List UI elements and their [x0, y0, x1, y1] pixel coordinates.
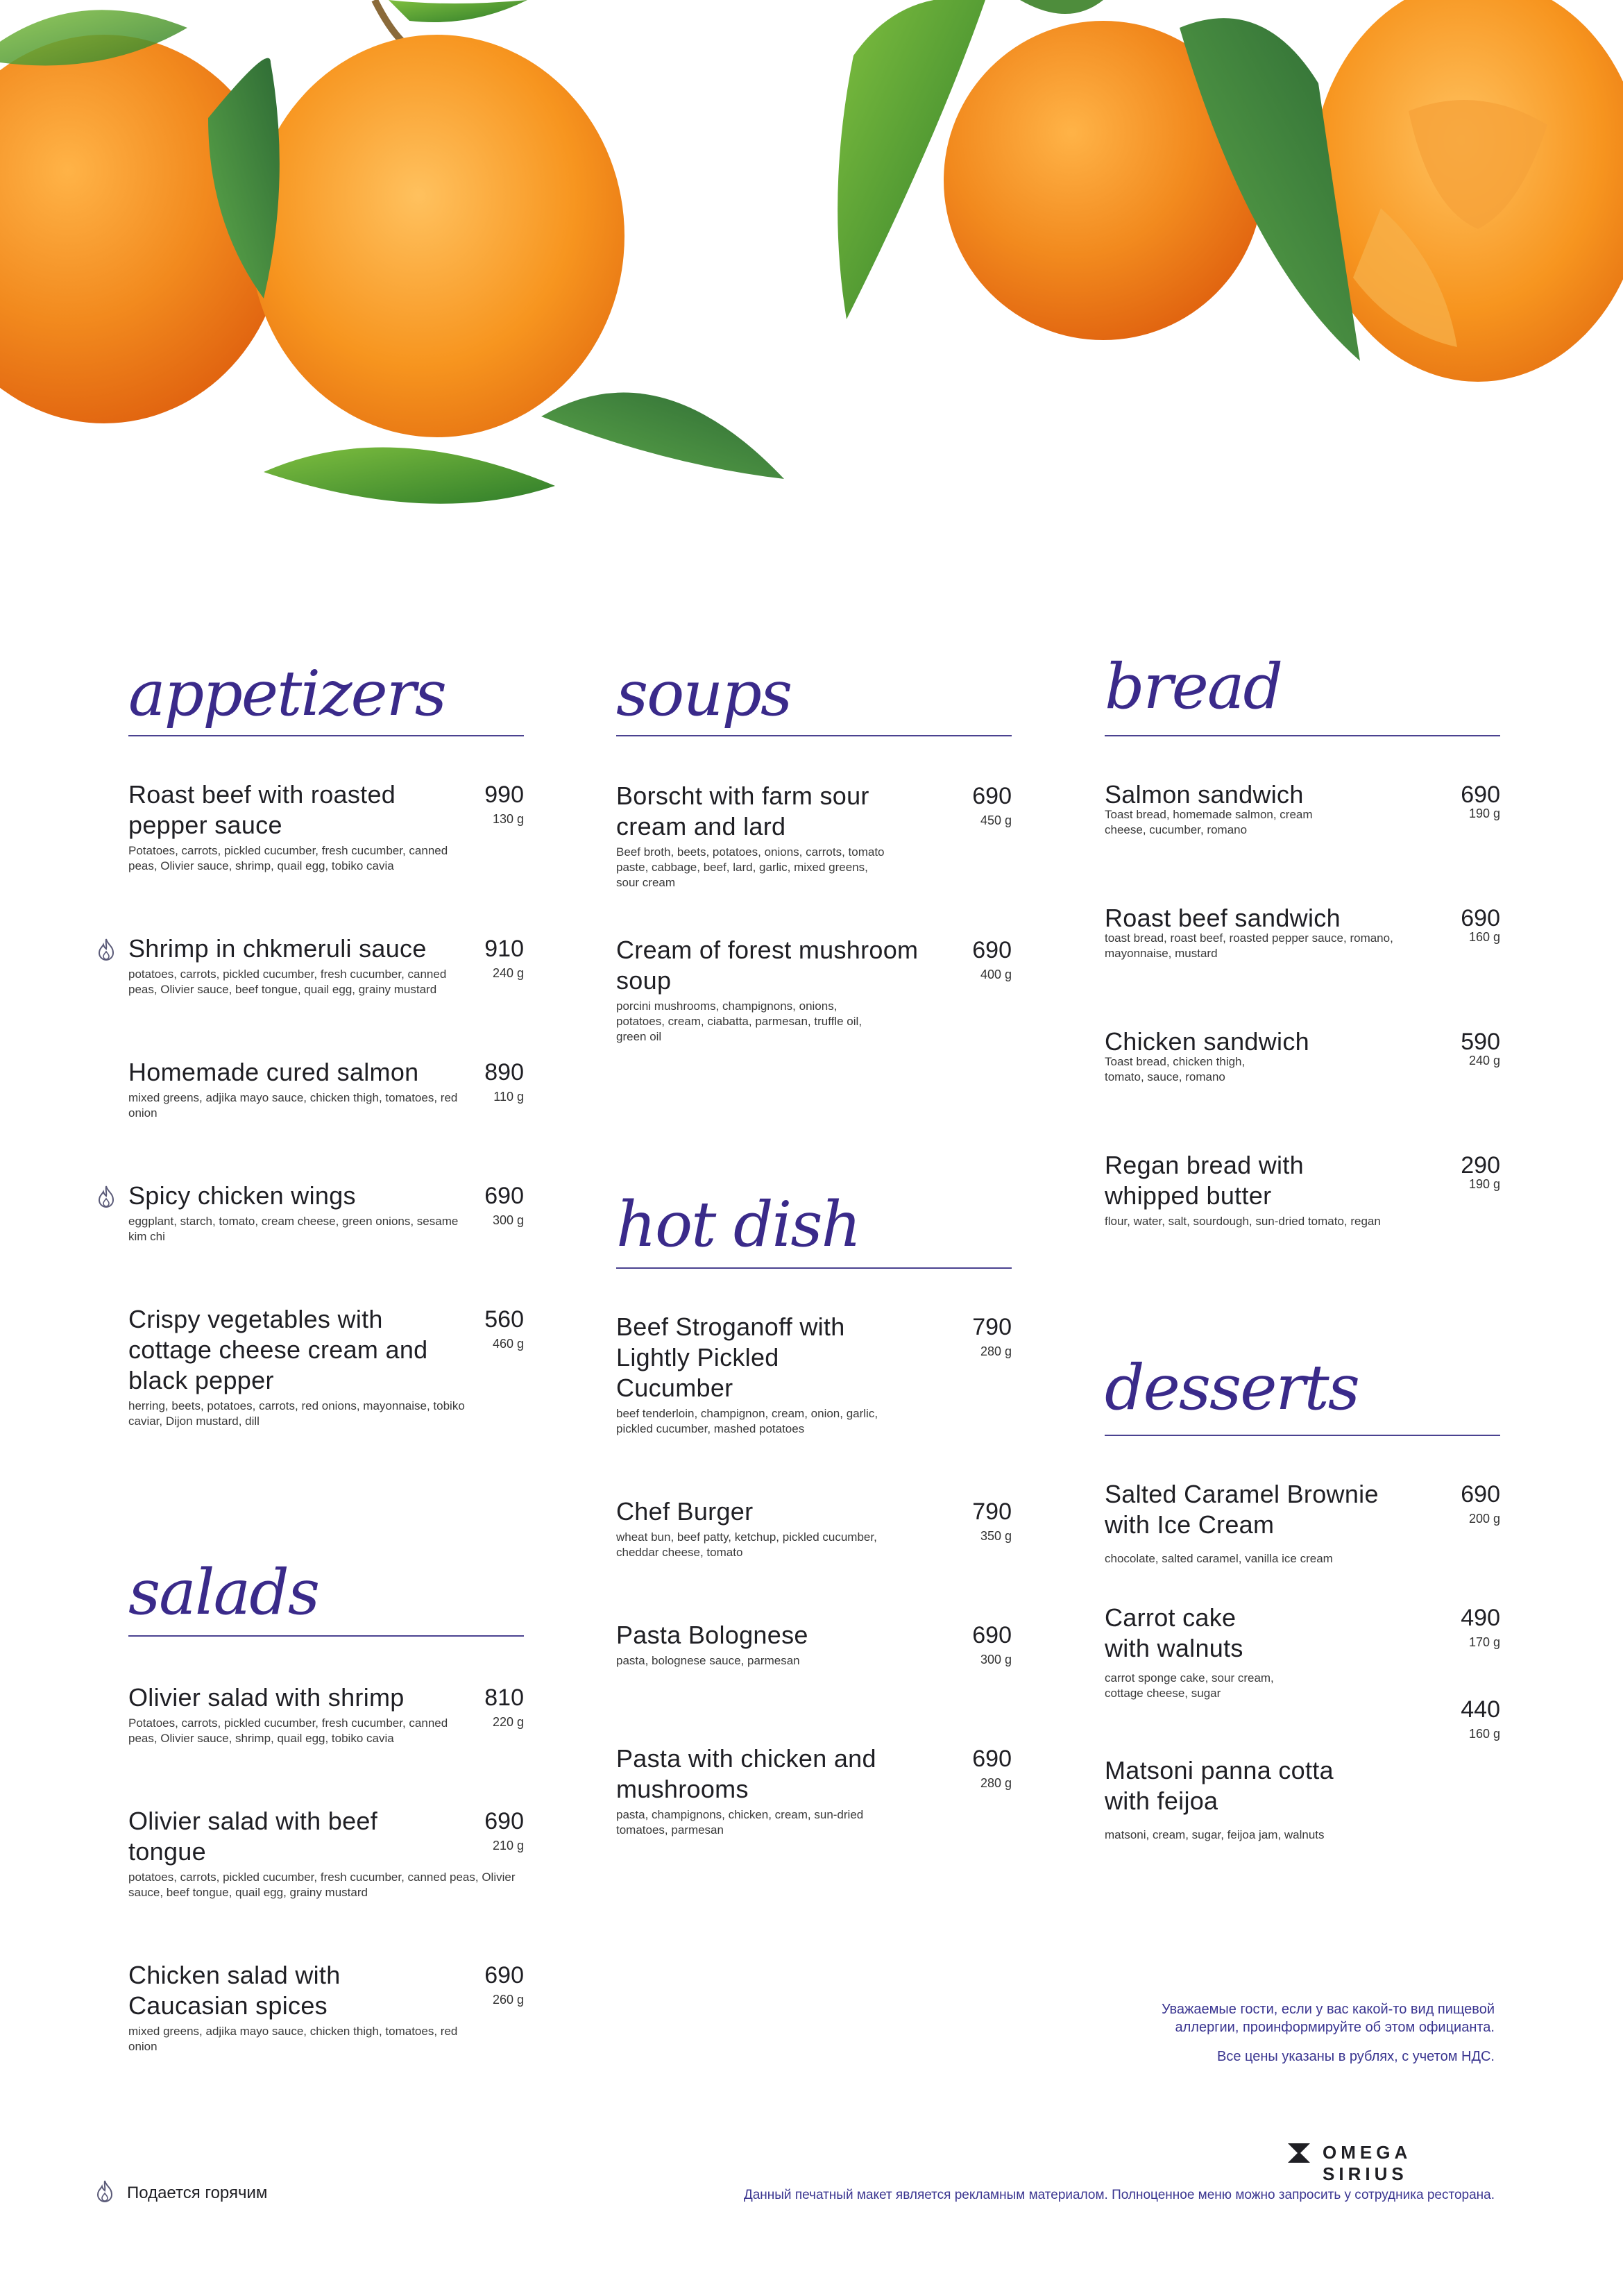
item-price: 690: [972, 783, 1012, 809]
item-name: Borscht with farm sour cream and lard: [616, 782, 869, 841]
item-name: Cream of forest mushroom soup: [616, 936, 919, 995]
item-name: Carrot cake with walnuts: [1105, 1603, 1243, 1662]
section-title: desserts: [1105, 1351, 1359, 1424]
item-name: Chef Burger: [616, 1497, 754, 1526]
item-weight: 190 g: [1468, 1177, 1500, 1191]
item-description: pasta, bolognese sauce, parmesan: [616, 1654, 800, 1667]
item-weight: 160 g: [1468, 930, 1500, 944]
item-price: 790: [972, 1499, 1012, 1525]
item-weight: 460 g: [492, 1337, 524, 1351]
section-title: hot dish: [616, 1188, 860, 1261]
item-price: 690: [972, 1746, 1012, 1772]
item-price: 290: [1461, 1152, 1500, 1179]
item-price: 690: [484, 1808, 524, 1834]
item-weight: 170 g: [1468, 1635, 1500, 1649]
brand-name: OMEGA SIRIUS: [1323, 2142, 1411, 2184]
item-price: 690: [484, 1962, 524, 1989]
item-description: carrot sponge cake, sour cream, cottage cheese, sugar: [1105, 1671, 1274, 1700]
section-divider: [128, 1635, 524, 1637]
item-name: Salted Caramel Brownie with Ice Cream: [1105, 1480, 1379, 1539]
item-description: potatoes, carrots, pickled cucumber, fresh cucumber, canned peas, Olivier sauce, beef tongue, quail egg, grainy mustard: [128, 1871, 516, 1899]
item-price: 790: [972, 1314, 1012, 1340]
item-description: toast bread, roast beef, roasted pepper sauce, romano, mayonnaise, mustard: [1105, 931, 1393, 960]
tangerine-illustration: [0, 0, 1623, 541]
item-name: Pasta with chicken and mushrooms: [616, 1744, 876, 1803]
item-weight: 280 g: [980, 1776, 1012, 1790]
item-weight: 260 g: [492, 1993, 524, 2007]
hot-legend: [94, 2179, 441, 2207]
item-description: matsoni, cream, sugar, feijoa jam, walnuts: [1105, 1828, 1325, 1841]
item-description: chocolate, salted caramel, vanilla ice cream: [1105, 1552, 1333, 1565]
item-price: 560: [484, 1306, 524, 1333]
item-price: 690: [1461, 782, 1500, 808]
section-title: appetizers: [128, 657, 445, 730]
item-weight: 160 g: [1468, 1727, 1500, 1741]
item-description: Toast bread, homemade salmon, cream cheese, cucumber, romano: [1105, 808, 1313, 836]
item-description: Potatoes, carrots, pickled cucumber, fresh cucumber, canned peas, Olivier sauce, shrimp, quail egg, tobiko cavia: [128, 1716, 448, 1745]
item-name: Chicken sandwich: [1105, 1027, 1309, 1056]
prices-note: Все цены указаны в рублях, с учетом НДС.: [1217, 2049, 1495, 2064]
item-price: 690: [972, 937, 1012, 963]
section-divider: [1105, 735, 1500, 736]
item-name: Beef Stroganoff with Lightly Pickled Cucumber: [616, 1312, 845, 1402]
item-weight: 190 g: [1468, 807, 1500, 820]
item-description: flour, water, salt, sourdough, sun-dried tomato, regan: [1105, 1215, 1381, 1228]
item-description: Potatoes, carrots, pickled cucumber, fresh cucumber, canned peas, Olivier sauce, shrimp, quail egg, tobiko cavia: [128, 844, 448, 872]
flame-icon: [95, 938, 117, 961]
allergy-notice-line1: Уважаемые гости, если у вас какой-то вид пищевой: [1161, 2002, 1495, 2017]
item-weight: 280 g: [980, 1344, 1012, 1358]
item-description: eggplant, starch, tomato, cream cheese, green onions, sesame kim chi: [128, 1215, 459, 1243]
disclaimer: Данный печатный макет является рекламным материалом. Полноценное меню можно запросить у сотрудника ресторана.: [743, 2188, 1495, 2202]
item-name: Matsoni panna cotta with feijoa: [1105, 1756, 1334, 1815]
item-description: Toast bread, chicken thigh, tomato, sauce, romano: [1105, 1055, 1246, 1083]
item-name: Salmon sandwich: [1105, 780, 1304, 809]
item-name: Pasta Bolognese: [616, 1621, 808, 1649]
section-title: salads: [128, 1556, 319, 1629]
allergy-notice-line2: аллергии, проинформируйте об этом официанта.: [1175, 2020, 1495, 2035]
item-description: herring, beets, potatoes, carrots, red onions, mayonnaise, tobiko caviar, Dijon mustard, dill: [128, 1399, 465, 1428]
section-divider: [616, 1267, 1012, 1269]
item-name: Shrimp in chkmeruli sauce: [128, 934, 427, 963]
item-description: beef tenderloin, champignon, cream, onion, garlic, pickled cucumber, mashed potatoes: [616, 1407, 878, 1435]
item-weight: 240 g: [492, 966, 524, 980]
item-name: Crispy vegetables with cottage cheese cream and black pepper: [128, 1305, 428, 1394]
item-description: mixed greens, adjika mayo sauce, chicken thigh, tomatoes, red onion: [128, 2025, 458, 2053]
item-weight: 450 g: [980, 813, 1012, 827]
item-weight: 210 g: [492, 1839, 524, 1852]
item-name: Homemade cured salmon: [128, 1058, 419, 1086]
item-price: 690: [1461, 1481, 1500, 1508]
item-name: Regan bread with whipped butter: [1105, 1151, 1304, 1210]
item-weight: 300 g: [980, 1653, 1012, 1666]
item-price: 690: [972, 1622, 1012, 1648]
item-weight: 220 g: [492, 1715, 524, 1729]
item-price: 910: [484, 936, 524, 962]
item-weight: 240 g: [1468, 1054, 1500, 1067]
item-description: mixed greens, adjika mayo sauce, chicken thigh, tomatoes, red onion: [128, 1091, 458, 1120]
section-title: bread: [1105, 650, 1282, 723]
section-title: soups: [616, 657, 792, 730]
item-price: 890: [484, 1059, 524, 1086]
brand-logo: [1286, 2139, 1495, 2184]
item-weight: 200 g: [1468, 1512, 1500, 1526]
flame-icon: [94, 2179, 116, 2203]
item-name: Roast beef sandwich: [1105, 904, 1341, 932]
section-divider: [128, 735, 524, 736]
item-weight: 400 g: [980, 968, 1012, 981]
item-description: pasta, champignons, chicken, cream, sun-dried tomatoes, parmesan: [616, 1808, 864, 1837]
item-price: 490: [1461, 1605, 1500, 1631]
item-price: 810: [484, 1685, 524, 1711]
item-price: 990: [484, 782, 524, 808]
item-description: wheat bun, beef patty, ketchup, pickled cucumber, cheddar cheese, tomato: [616, 1530, 877, 1559]
item-weight: 350 g: [980, 1529, 1012, 1543]
section-divider: [1105, 1435, 1500, 1436]
hot-legend-label: Подается горячим: [127, 2184, 268, 2202]
item-name: Olivier salad with shrimp: [128, 1683, 405, 1712]
item-name: Chicken salad with Caucasian spices: [128, 1961, 341, 2020]
item-price: 590: [1461, 1029, 1500, 1055]
item-price: 440: [1461, 1696, 1500, 1723]
item-name: Roast beef with roasted pepper sauce: [128, 780, 396, 839]
item-description: Beef broth, beets, potatoes, onions, carrots, tomato paste, cabbage, beef, lard, garlic, mixed greens, sour cream: [616, 845, 885, 889]
flame-icon: [95, 1185, 117, 1208]
item-name: Spicy chicken wings: [128, 1181, 356, 1210]
hourglass-logo-icon: [1286, 2142, 1311, 2164]
item-description: potatoes, carrots, pickled cucumber, fresh cucumber, canned peas, Olivier sauce, beef tongue, quail egg, grainy mustard: [128, 968, 447, 996]
item-description: porcini mushrooms, champignons, onions, potatoes, cream, ciabatta, parmesan, truffle oil, green oil: [616, 999, 863, 1043]
item-weight: 130 g: [492, 812, 524, 826]
item-price: 690: [484, 1183, 524, 1209]
item-weight: 110 g: [493, 1090, 524, 1104]
section-divider: [616, 735, 1012, 736]
item-name: Olivier salad with beef tongue: [128, 1807, 378, 1866]
item-weight: 300 g: [492, 1213, 524, 1227]
item-price: 690: [1461, 905, 1500, 931]
